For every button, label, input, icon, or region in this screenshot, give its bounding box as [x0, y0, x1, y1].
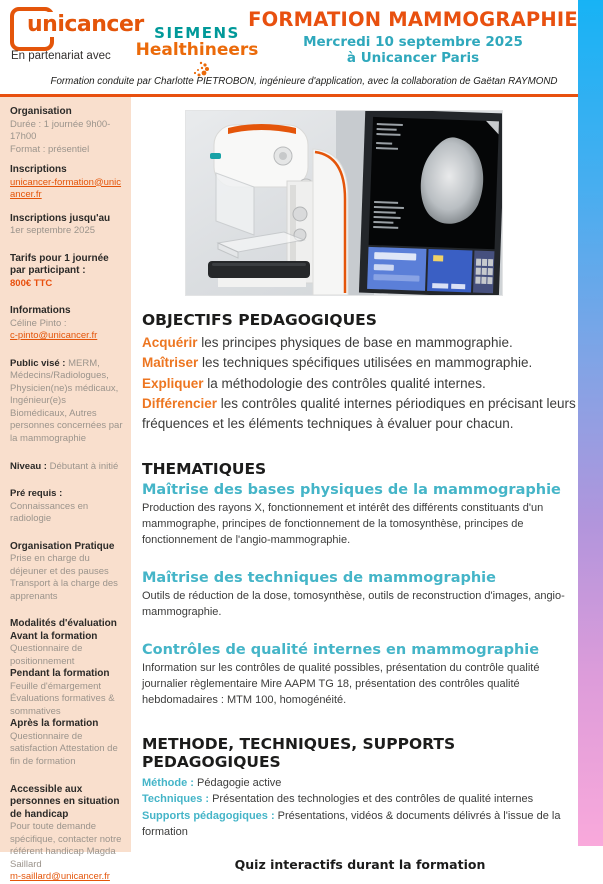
- theme-body: Outils de réduction de la dose, tomosynthèse, outils de reconstruction d'images, angio-mammographie.: [142, 590, 565, 618]
- siemens-logo-text: SIEMENS: [154, 24, 240, 42]
- section-title: Inscriptions: [10, 164, 67, 176]
- objective-keyword: Acquérir: [142, 335, 198, 350]
- objectifs-heading: OBJECTIFS PEDAGOGIQUES: [142, 311, 377, 329]
- methode-label: Méthode :: [142, 776, 194, 789]
- objective-text: les principes physiques de base en mammographie.: [197, 335, 513, 350]
- objective-keyword: Expliquer: [142, 375, 204, 391]
- contact-email-link[interactable]: c-pinto@unicancer.fr: [10, 330, 98, 342]
- section-objectifs: [142, 311, 578, 434]
- section-title: Tarifs pour 1 journée par participant :: [10, 252, 109, 277]
- organisation-format: Format : présentiel: [10, 143, 90, 155]
- unicancer-logo-text: unicancer: [24, 12, 147, 37]
- methode-heading: METHODE, TECHNIQUES, SUPPORTS PEDAGOGIQUES: [142, 734, 456, 771]
- page-title: FORMATION MAMMOGRAPHIE: [248, 8, 578, 31]
- theme-body: Production des rayons X, fonctionnement et intérêt des différents constituants d'un mammographe, principes de fonctionnement de la tomosynthèse, principes de fonctionnement de l'angio-mammographie.: [142, 502, 544, 547]
- trainer-credit-line: Formation conduite par Charlotte PIETROBON, ingénieure d'application, avec la collaboration de Gaëtan RAYMOND: [50, 76, 558, 87]
- partnership-label: En partenariat avec: [11, 50, 111, 62]
- objective-line: [142, 353, 578, 373]
- prerequis-value: Connaissances en radiologie: [10, 500, 89, 525]
- methode-row: [142, 775, 578, 792]
- theme-title: Contrôles de qualité internes en mammographie: [142, 641, 540, 658]
- section-title: Organisation: [10, 106, 72, 117]
- section-title: Informations: [10, 305, 71, 317]
- sidebar-section-tarifs: [10, 253, 125, 291]
- methode-label: Techniques :: [142, 793, 210, 806]
- objective-line: [142, 374, 578, 394]
- section-title: Organisation Pratique: [10, 540, 115, 552]
- sidebar-section-organisation-pratique: [10, 541, 125, 604]
- thematiques-heading: THEMATIQUES: [142, 460, 267, 479]
- sidebar-section-evaluation: [10, 618, 125, 768]
- public-vise-label: Public visé :: [10, 357, 66, 369]
- niveau-label: Niveau :: [10, 460, 47, 472]
- quiz-note: Quiz interactifs durant la formation: [234, 856, 486, 872]
- objective-text: les techniques spécifiques utilisées en mammographie.: [198, 355, 533, 371]
- prerequis-label: Pré requis :: [10, 488, 63, 500]
- event-location-line: à Unicancer Paris: [346, 50, 480, 67]
- sidebar-section-prerequis: [10, 488, 125, 526]
- theme-techniques: [142, 570, 578, 621]
- evaluation-avant-text: Questionnaire de positionnement: [10, 643, 83, 667]
- section-title: Accessible aux personnes en situation de handicap: [10, 783, 120, 820]
- contact-name: Céline Pinto :: [10, 317, 67, 329]
- objective-keyword: Maîtriser: [142, 355, 199, 371]
- theme-title: Maîtrise des bases physiques de la mammographie: [142, 482, 561, 499]
- section-title: Inscriptions jusqu'au: [10, 212, 111, 224]
- deadline-value: 1er septembre 2025: [10, 225, 96, 237]
- sidebar: [0, 97, 131, 883]
- theme-bases-physiques: [142, 482, 578, 549]
- evaluation-apres-text: Questionnaire de satisfaction Attestation de fin de formation: [10, 730, 118, 767]
- objective-text: la méthodologie des contrôles qualité internes.: [203, 375, 486, 391]
- sidebar-section-handicap: [10, 784, 125, 884]
- methode-row: [142, 791, 578, 808]
- theme-body: Information sur les contrôles de qualité possibles, présentation du contrôle qualité journalier règlementaire Mire AAPM TG 18, présentation des contrôles qualité hebdomadaires : MTM 100, homogénéité.: [142, 661, 540, 706]
- mammography-machine-photo: [185, 110, 503, 296]
- sidebar-section-deadline: [10, 213, 125, 238]
- sidebar-section-informations: [10, 305, 125, 343]
- title-block: [248, 8, 578, 66]
- methode-rows: [142, 775, 578, 841]
- evaluation-pendant-text: Feuille d'émargement Évaluations formatives & sommatives: [10, 680, 115, 717]
- methode-value: Pédagogie active: [193, 776, 282, 789]
- section-title: Modalités d'évaluation: [10, 618, 117, 630]
- objective-line: [142, 394, 578, 435]
- section-methode: [142, 735, 578, 872]
- section-thematiques: [142, 460, 578, 709]
- sidebar-section-niveau: [10, 461, 125, 474]
- header: [0, 0, 578, 96]
- methode-value: Présentation des technologies et des contrôles de qualité internes: [209, 793, 534, 806]
- event-date-line1: Mercredi 10 septembre 2025: [303, 34, 523, 50]
- sidebar-section-inscriptions: [10, 164, 125, 202]
- evaluation-avant-label: Avant la formation: [10, 630, 98, 642]
- healthineers-logo-text: Healthineers: [135, 39, 259, 60]
- sidebar-section-public-vise: [10, 358, 125, 446]
- evaluation-apres-label: Après la formation: [10, 718, 99, 730]
- organisation-pratique-text: Prise en charge du déjeuner et des pauses Transport à la charge des apprenants: [10, 553, 118, 602]
- theme-controles-qualite: [142, 642, 578, 709]
- niveau-value: Débutant à initié: [46, 460, 119, 472]
- objective-text: les contrôles qualité internes périodiques en précisant leurs fréquences et les éléments techniques à évaluer pour chacun.: [142, 395, 576, 431]
- handicap-email-link[interactable]: m-saillard@unicancer.fr: [10, 871, 110, 883]
- inscription-email-link[interactable]: unicancer-formation@unicancer.fr: [10, 176, 122, 201]
- organisation-duree: Durée : 1 journée 9h00-17h00: [10, 118, 111, 143]
- methode-row: [142, 808, 578, 841]
- sidebar-section-organisation: [10, 106, 125, 156]
- page-accent-gradient-bar: [578, 0, 603, 846]
- handicap-text: Pour toute demande spécifique, contacter notre référent handicap Magda Saillard: [10, 821, 122, 870]
- public-vise-value: MERM, Médecins/Radiologues, Physicien(ne)s médicaux, Ingénieur(e)s Biomédicaux, Autres personnes concernées par la mammographie: [10, 357, 123, 444]
- event-date: [248, 34, 578, 66]
- evaluation-pendant-label: Pendant la formation: [10, 668, 110, 680]
- theme-title: Maîtrise des techniques de mammographie: [142, 570, 496, 587]
- objective-line: [142, 333, 578, 353]
- methode-label: Supports pédagogiques :: [142, 809, 275, 822]
- main-content: [142, 100, 578, 872]
- objective-keyword: Différencier: [142, 395, 218, 411]
- price-value: 800€ TTC: [10, 277, 53, 289]
- methode-value: Présentations, vidéos & documents délivrés à l'issue de la formation: [142, 809, 561, 839]
